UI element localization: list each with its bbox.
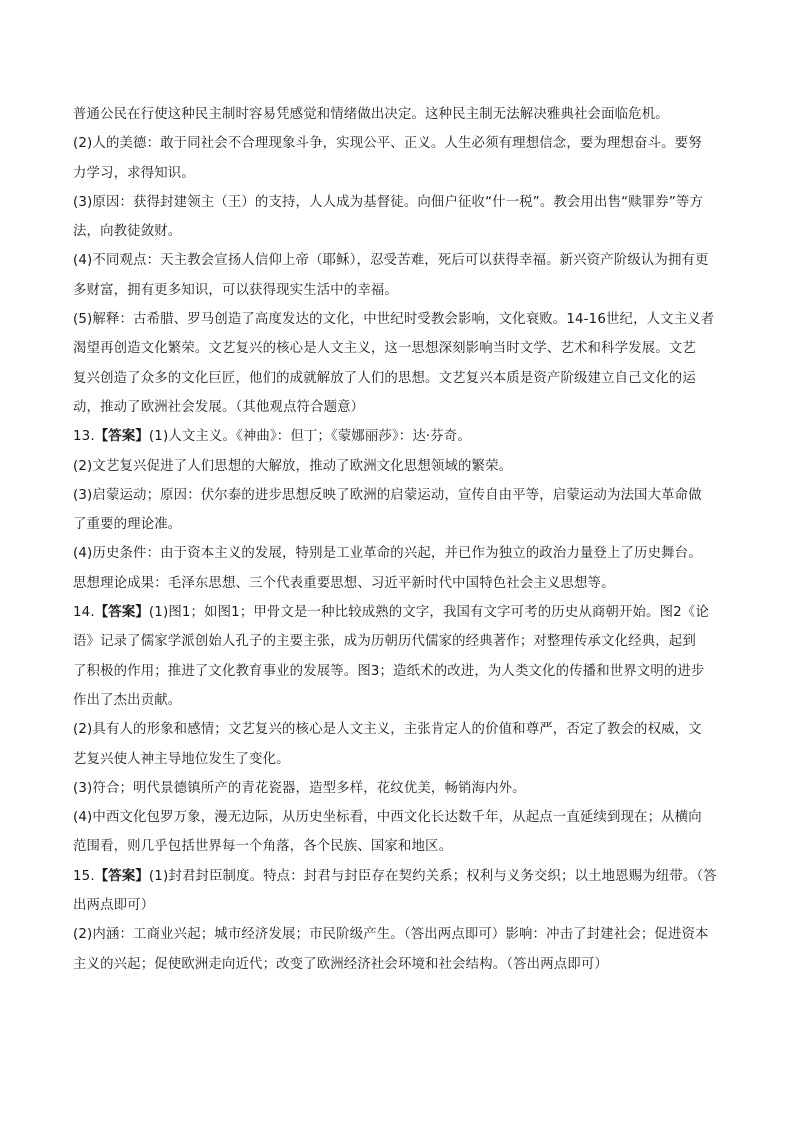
text-line	[73, 129, 724, 158]
text-line	[73, 422, 724, 451]
text-line	[73, 862, 724, 891]
text-line	[73, 217, 724, 246]
line-text: 法，向教徒敛财。	[73, 224, 182, 240]
text-line	[73, 774, 724, 803]
text-line	[73, 100, 724, 129]
text-line	[73, 715, 724, 744]
question-number: 14.	[73, 605, 95, 621]
line-text: (2)具有人的形象和感情；文艺复兴的核心是人文主义，主张肯定人的价值和尊严，否定了教会的权威，文	[73, 722, 702, 738]
text-line	[73, 627, 724, 656]
line-text: (3)启蒙运动；原因：伏尔泰的进步思想反映了欧洲的启蒙运动，宣传自由平等，启蒙运动为法国大革命做	[73, 487, 702, 503]
text-line	[73, 334, 724, 363]
text-line	[73, 803, 724, 832]
text-line	[73, 510, 724, 539]
answer-label: 【答案】	[94, 868, 149, 884]
text-line	[73, 159, 724, 188]
text-line	[73, 481, 724, 510]
line-text: (1)人文主义。《神曲》：但丁；《蒙娜丽莎》：达·芬奇。	[148, 429, 471, 445]
line-text: 思想理论成果：毛泽东思想、三个代表重要思想、习近平新时代中国特色社会主义思想等。	[73, 575, 615, 591]
line-text: (2)人的美德：敢于同社会不合理现象斗争，实现公平、正义。人生必须有理想信念，要为理想奋斗。要努	[73, 136, 702, 152]
text-line	[73, 305, 724, 334]
line-text: 主义的兴起；促使欧洲走向近代；改变了欧洲经济社会环境和社会结构。（答出两点即可）	[73, 956, 608, 972]
text-line	[73, 950, 724, 979]
text-line	[73, 452, 724, 481]
line-text: (2)文艺复兴促进了人们思想的大解放，推动了欧洲文化思想领域的繁荣。	[73, 458, 513, 474]
line-text: (4)历史条件：由于资本主义的发展，特别是工业革命的兴起，并已作为独立的政治力量登上了历史舞台。	[73, 546, 702, 562]
line-text: 了重要的理论准。	[73, 517, 182, 533]
line-text: 力学习，求得知识。	[73, 165, 195, 181]
text-line	[73, 745, 724, 774]
line-text: 了积极的作用；推进了文化教育事业的发展等。图3；造纸术的改进，为人类文化的传播和世界文明的进步	[73, 663, 705, 679]
line-text: 多财富，拥有更多知识，可以获得现实生活中的幸福。	[73, 282, 398, 298]
line-text: (1)封君封臣制度。特点：封君与封臣存在契约关系；权利与义务交织；以土地恩赐为纽带。（答	[148, 868, 717, 884]
text-line	[73, 598, 724, 627]
line-text: 范围看，则几乎包括世界每一个角落，各个民族、国家和地区。	[73, 839, 453, 855]
line-text: (4)中西文化包罗万象，漫无边际，从历史坐标看，中西文化长达数千年，从起点一直延续到现在；从横向	[73, 810, 702, 826]
line-text: 动，推动了欧洲社会发展。（其他观点符合题意）	[73, 399, 365, 415]
text-line	[73, 920, 724, 949]
text-line	[73, 188, 724, 217]
answer-label: 【答案】	[94, 605, 149, 621]
question-number: 13.	[73, 429, 95, 445]
text-line	[73, 686, 724, 715]
answer-label: 【答案】	[94, 429, 149, 445]
text-line	[73, 364, 724, 393]
line-text: 出两点即可）	[73, 898, 155, 914]
line-text: 作出了杰出贡献。	[73, 692, 182, 708]
line-text: (3)原因：获得封建领主（王）的支持，人人成为基督徒。向佃户征收“什一税”。教会用出售“赎罪券”等方	[73, 194, 704, 210]
text-line	[73, 832, 724, 861]
line-text: 语》记录了儒家学派创始人孔子的主要主张，成为历朝历代儒家的经典著作；对整理传承文化经典，起到	[73, 634, 696, 650]
line-text: (3)符合；明代景德镇所产的青花瓷器，造型多样，花纹优美，畅销海内外。	[73, 780, 526, 796]
line-text: (1)图1；如图1；甲骨文是一种比较成熟的文字，我国有文字可考的历史从商朝开始。图2《论	[148, 605, 709, 621]
text-line	[73, 539, 724, 568]
text-line	[73, 657, 724, 686]
text-line	[73, 246, 724, 275]
answer-text-body	[73, 100, 724, 979]
line-text: 复兴创造了众多的文化巨匠，他们的成就解放了人们的思想。文艺复兴本质是资产阶级建立自己文化的运	[73, 370, 696, 386]
question-number: 15.	[73, 868, 95, 884]
line-text: (4)不同观点：天主教会宣扬人信仰上帝（耶稣），忍受苦难，死后可以获得幸福。新兴资产阶级认为拥有更	[73, 253, 709, 269]
text-line	[73, 276, 724, 305]
text-line	[73, 891, 724, 920]
line-text: (5)解释：古希腊、罗马创造了高度发达的文化，中世纪时受教会影响，文化衰败。14-16世纪，人文主义者	[73, 312, 715, 328]
line-text: (2)内涵：工商业兴起；城市经济发展；市民阶级产生。（答出两点即可）影响：冲击了封建社会；促进资本	[73, 927, 709, 943]
text-line	[73, 569, 724, 598]
line-text: 普通公民在行使这种民主制时容易凭感觉和情绪做出决定。这种民主制无法解决雅典社会面临危机。	[73, 107, 669, 122]
text-line	[73, 393, 724, 422]
line-text: 渴望再创造文化繁荣。文艺复兴的核心是人文主义，这一思想深刻影响当时文学、艺术和科学发展。文艺	[73, 341, 696, 357]
line-text: 艺复兴使人神主导地位发生了变化。	[73, 751, 290, 767]
